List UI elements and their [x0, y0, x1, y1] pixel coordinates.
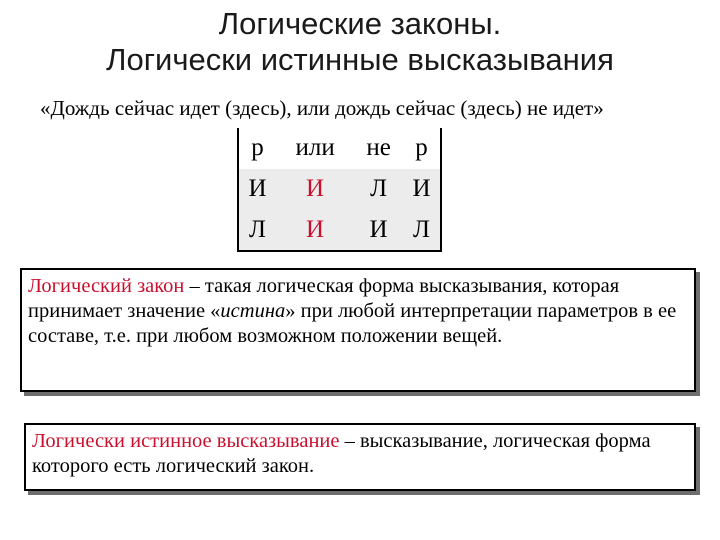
cell-r2-p: Л: [249, 215, 266, 243]
header-or: или: [295, 134, 335, 162]
definition2-text: – высказывание, логическая форма которого есть логический закон.: [32, 430, 651, 477]
cell-r1-or: И: [306, 174, 325, 202]
truth-table-row: [238, 209, 441, 251]
slide-title-line1: Логические законы.: [218, 6, 502, 41]
definition1-italic: истина: [220, 300, 286, 322]
header-p: р: [251, 134, 264, 162]
term-logically-true-statement: Логически истинное высказывание: [32, 430, 340, 452]
definition-logical-law: [20, 268, 696, 392]
term-logical-law: Логический закон: [28, 275, 185, 297]
definition1-text-before: – такая логическая форма высказывания, которая принимает значение «: [28, 275, 620, 322]
definition-logically-true-statement: [24, 423, 696, 491]
truth-table: [237, 128, 442, 252]
cell-r2-not: И: [369, 215, 388, 243]
truth-table-row: [238, 169, 441, 210]
cell-r1-p2: И: [412, 174, 431, 202]
truth-table-header: [238, 128, 441, 169]
definition1-text-after: » при любой интерпретации параметров в ее составе, т.е. при любом возможном положении вещей.: [28, 300, 677, 347]
cell-r2-p2: Л: [413, 215, 430, 243]
cell-r2-or: И: [306, 215, 325, 243]
example-quote: «Дождь сейчас идет (здесь), или дождь сейчас (здесь) не идет»: [40, 96, 604, 120]
cell-r1-not: Л: [370, 174, 388, 202]
slide-title-line2: Логически истинные высказывания: [106, 42, 614, 77]
header-p2: р: [415, 134, 428, 162]
header-not: не: [366, 134, 391, 162]
cell-r1-p: И: [248, 174, 267, 202]
